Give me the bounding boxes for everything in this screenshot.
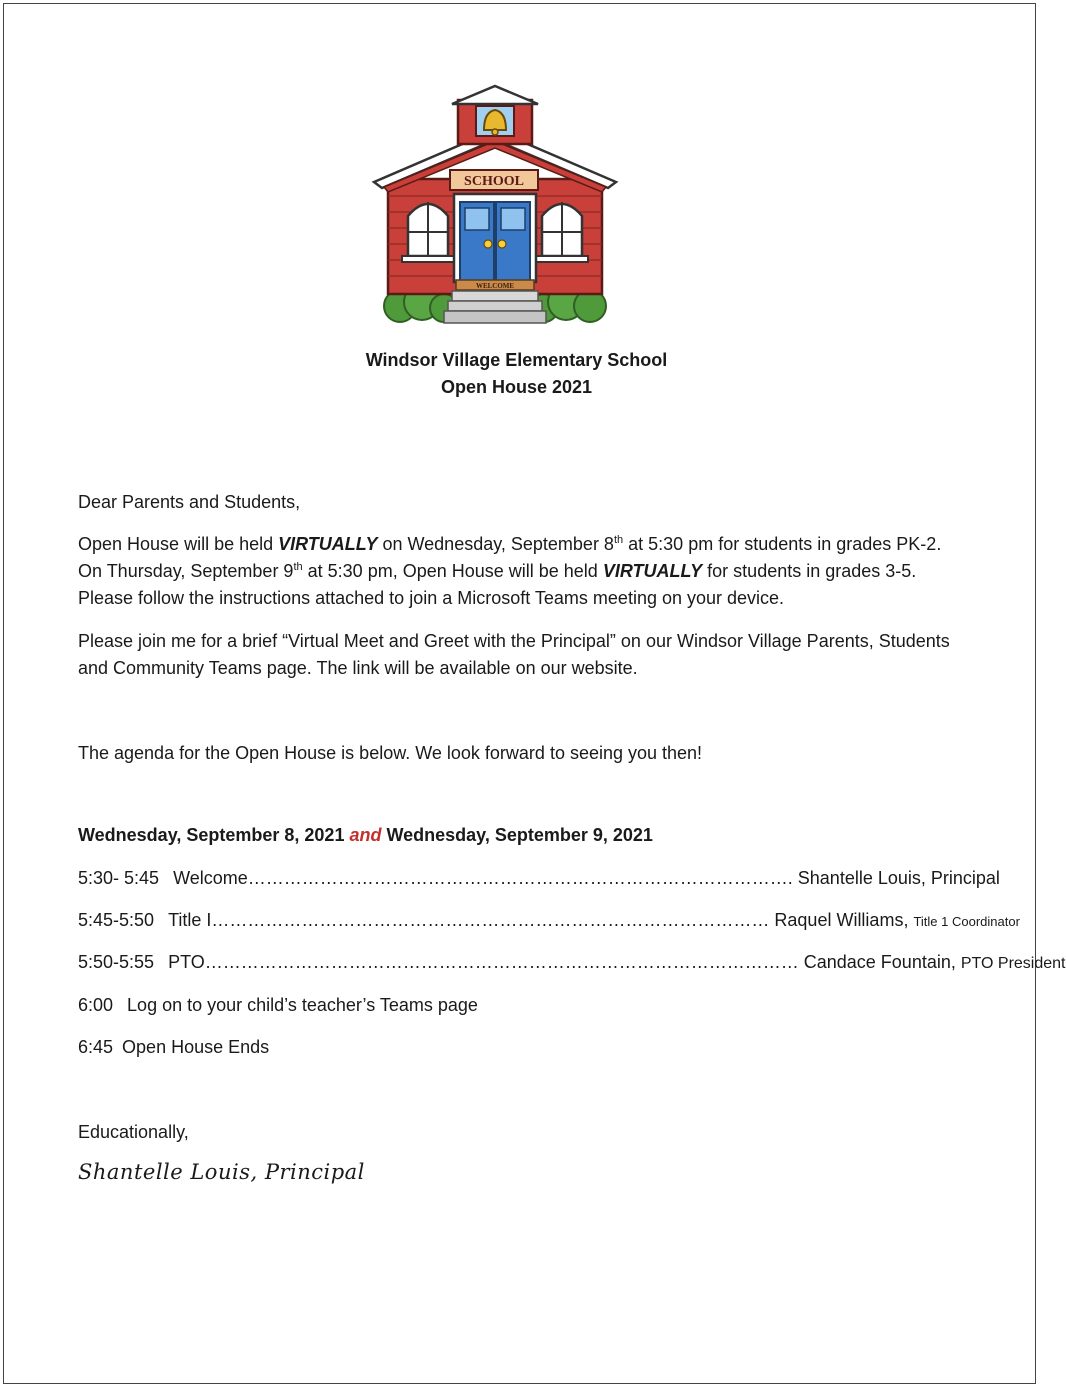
door-icon [460,202,530,282]
agenda-time: 5:50-5:55 [78,952,155,972]
p1-c: on Wednesday, September 8 [377,534,614,554]
school-sign-text: SCHOOL [464,174,524,189]
agenda-leader-dots: ………………………………………………………………………………. [247,868,793,888]
agenda-row-pto [78,952,1066,973]
agenda-time: 6:45 [78,1037,114,1057]
agenda-presenter: Candace Fountain, [798,952,961,972]
welcome-mat-text: WELCOME [475,282,515,290]
agenda-time: 5:30- 5:45 [78,868,160,888]
agenda-row-teams-logon [78,995,478,1016]
closing: Educationally, [78,1122,189,1142]
agenda-leader-dots: ………………………………………………………………………………… [211,910,770,930]
agenda-row-title-i [78,910,1020,931]
agenda-item: Open House Ends [122,1037,270,1057]
agenda-item: Title I [168,910,212,930]
agenda-presenter-role: Title 1 Coordinator [913,914,1020,929]
greeting: Dear Parents and Students, [78,492,301,512]
agenda-item: Log on to your child’s teacher’s Teams page [127,995,478,1015]
agenda-item: PTO [168,952,205,972]
agenda-heading-part1: Wednesday, September 8, 2021 [78,825,350,845]
paragraph-agenda-intro: The agenda for the Open House is below. We look forward to seeing you then! [78,743,703,763]
agenda-presenter: Shantelle Louis, Principal [792,868,1000,888]
agenda-presenter-role: PTO President [960,955,1066,972]
agenda-heading [78,825,653,846]
agenda-row-welcome [78,868,1000,889]
signature: Shantelle Louis, Principal [78,1160,365,1184]
paragraph-meet-and-greet: Please join me for a brief “Virtual Meet and Greet with the Principal” on our Windsor Village Parents, Students and Community Teams page. The link will be available on our website. [78,631,950,678]
agenda-leader-dots: ……………………………………………………………………………………… [204,952,799,972]
p1-sup-1: th [613,534,624,546]
schoolhouse-logo [372,84,618,332]
agenda-heading-and: and [349,825,382,845]
event-title: Open House 2021 [440,377,593,397]
p1-i: for students in grades 3-5. Please follow the instructions attached to join a Microsoft Teams meeting on your device. [78,561,917,608]
school-name: Windsor Village Elementary School [365,350,668,370]
agenda-heading-part2: Wednesday, September 9, 2021 [381,825,653,845]
agenda-row-ends [78,1037,269,1058]
p1-e: at 5:30 pm for students in grades PK-2. On Thursday, September 9 [78,534,942,581]
paragraph-open-house-dates [78,531,968,612]
agenda-presenter: Raquel Williams, [769,910,914,930]
virtually-emphasis: VIRTUALLY [278,534,378,554]
agenda-time: 5:45-5:50 [78,910,155,930]
agenda-time: 6:00 [78,995,114,1015]
p1-a: Open House will be held [78,534,279,554]
p1-g: at 5:30 pm, Open House will be held [302,561,603,581]
agenda-item: Welcome [173,868,248,888]
p1-sup-2: th [293,561,303,573]
steps [444,291,546,323]
virtually-emphasis-2: VIRTUALLY [602,561,703,581]
